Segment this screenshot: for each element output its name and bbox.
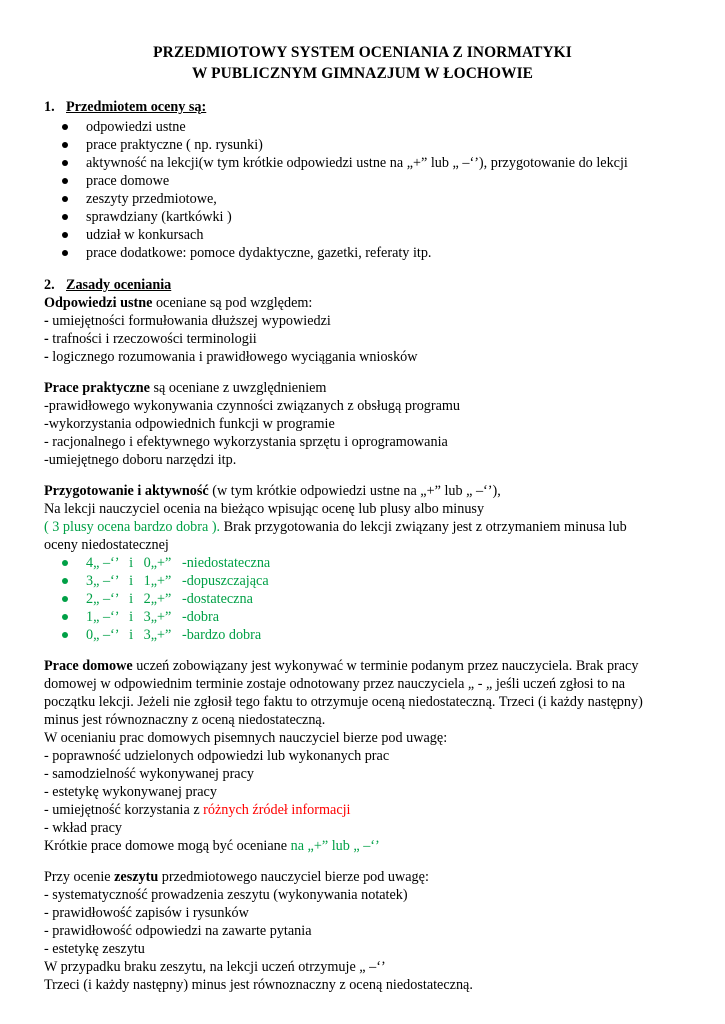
notebook-criterion: - estetykę zeszytu xyxy=(44,941,145,957)
bullet-icon xyxy=(62,178,68,184)
activity-text: Na lekcji nauczyciel ocenia na bieżąco wpisując ocenę lub plusy albo minusy xyxy=(44,501,485,517)
practical-criterion: - racjonalnego i efektywnego wykorzystania sprzętu i oprogramowania xyxy=(44,434,448,450)
practical-criterion: -umiejętnego doboru narzędzi itp. xyxy=(44,452,237,468)
document-title-line-1: PRZEDMIOTOWY SYSTEM OCENIANIA Z INORMATYKI xyxy=(153,44,572,61)
bullet-icon xyxy=(62,160,68,166)
oral-intro: Odpowiedzi ustne oceniane są pod względem: xyxy=(44,295,313,311)
notebook-text: W przypadku braku zeszytu, na lekcji uczeń otrzymuje „ –‘’ xyxy=(44,959,386,975)
bullet-icon xyxy=(62,214,68,220)
homework-text: domowej w odpowiednim terminie zostaje odnotowany przez nauczyciela „ - „ jeśli uczeń zgłosi to na xyxy=(44,676,626,692)
section-2-title: Zasady oceniania xyxy=(66,277,172,293)
homework-text: początku lekcji. Jeżeli nie zgłosił tego faktu to otrzymuje oceną niedostateczną. Trzeci (i każdy następny) xyxy=(44,694,643,710)
bullet-icon xyxy=(62,596,68,602)
homework-criterion: - poprawność udzielonych odpowiedzi lub wykonanych prac xyxy=(44,748,390,764)
homework-short: Krótkie prace domowe mogą być oceniane na „+” lub „ –‘’ xyxy=(44,838,380,854)
notebook-intro: Przy ocenie zeszytu przedmiotowego nauczyciel bierze pod uwagę: xyxy=(44,869,429,885)
homework-intro: Prace domowe uczeń zobowiązany jest wykonywać w terminie podanym przez nauczyciela. Brak pracy xyxy=(44,658,639,674)
bullet-icon xyxy=(62,632,68,638)
section-2-number: 2. xyxy=(44,277,55,293)
homework-criterion: - samodzielność wykonywanej pracy xyxy=(44,766,254,782)
bullet-icon xyxy=(62,142,68,148)
activity-intro: Przygotowanie i aktywność (w tym krótkie odpowiedzi ustne na „+” lub „ –‘’), xyxy=(44,483,501,499)
oral-criterion: - umiejętności formułowania dłuższej wypowiedzi xyxy=(44,313,331,329)
bullet-icon xyxy=(62,232,68,238)
section-2-heading xyxy=(44,276,171,294)
activity-text: ( 3 plusy ocena bardzo dobra ). Brak przygotowania do lekcji związany jest z otrzymaniem minusa lub xyxy=(44,519,627,535)
bullet-icon xyxy=(62,614,68,620)
practical-criterion: -wykorzystania odpowiednich funkcji w programie xyxy=(44,416,335,432)
homework-text: minus jest równoznaczny z oceną niedostateczną. xyxy=(44,712,326,728)
section-1-number: 1. xyxy=(44,99,55,115)
bullet-icon xyxy=(62,578,68,584)
bullet-icon xyxy=(62,250,68,256)
oral-criterion: - logicznego rozumowania i prawidłowego wyciągania wniosków xyxy=(44,349,418,365)
oral-criterion: - trafności i rzeczowości terminologii xyxy=(44,331,257,347)
practical-intro: Prace praktyczne są oceniane z uwzględnieniem xyxy=(44,380,327,396)
homework-criterion: - estetykę wykonywanej pracy xyxy=(44,784,217,800)
notebook-text: Trzeci (i każdy następny) minus jest równoznaczny z oceną niedostateczną. xyxy=(44,977,473,993)
document-page: PRZEDMIOTOWY SYSTEM OCENIANIA Z INORMATYKI W PUBLICZNYM GIMNAZJUM W ŁOCHOWIE 1. Przedmiotem oceny są: odpowiedzi ustne prace praktyczne ( np. rysunki) aktywność na lekcji(w tym krótkie odpowiedzi ustne na „+” lub „ –‘’), przygotowanie do lekcji prace domowe zeszyty przedmiotowe, sprawdziany (kartkówki ) udział w konkursach prace dodatkowe: pomoce dydaktyczne, gazetki, referaty itp. 2. Zasady oceniania Odpowiedzi ustne oceniane są pod względem: - umiejętności formułowania dłuższej wypowiedzi - trafności i rzeczowości terminologii - logicznego rozumowania i prawidłowego wyciągania wniosków Prace praktyczne są oceniane z uwzględnieniem -prawidłowego wykonywania czynności związanych z obsługą programu -wykorzystania odpowiednich funkcji w programie - racjonalnego i efektywnego wykorzystania sprzętu i oprogramowania -umiejętnego doboru narzędzi itp. Przygotowanie i aktywność (w tym krótkie odpowiedzi ustne na „+” lub „ –‘’), Na lekcji nauczyciel ocenia na bieżąco wpisując ocenę lub plusy albo minusy ( 3 plusy ocena bardzo dobra ). Brak przygotowania do lekcji związany jest z otrzymaniem minusa lub oceny niedostatecznej 4„ –‘’ i 0„+” -niedostateczna 3„ –‘’ i 1„+” -dopuszczająca 2„ –‘’ i 2„+” -dostateczna 1„ –‘’ i 3„+” -dobra 0„ –‘’ i 3„+” -bardzo dobra Prace domowe uczeń zobowiązany jest wykonywać w terminie podanym przez nauczyciela. Brak pracy domowej w odpowiednim terminie zostaje odnotowany przez nauczyciela „ - „ jeśli uczeń zgłosi to na początku lekcji. Jeżeli nie zgłosił tego faktu to otrzymuje oceną niedostateczną. Trzeci (i każdy następny) minus jest równoznaczny z oceną niedostateczną. W ocenianiu prac domowych pisemnych nauczyciel bierze pod uwagę: - poprawność udzielonych odpowiedzi lub wykonanych prac - samodzielność wykonywanej pracy - estetykę wykonywanej pracy - umiejętność korzystania z różnych źródeł informacji - wkład pracy Krótkie prace domowe mogą być oceniane na „+” lub „ –‘’ Przy ocenie zeszytu przedmiotowego nauczyciel bierze pod uwagę: - systematyczność prowadzenia zeszytu (wykonywania notatek) - prawidłowość zapisów i rysunków - prawidłowość odpowiedzi na zawarte pytania - estetykę zeszytu W przypadku braku zeszytu, na lekcji uczeń otrzymuje „ –‘’ Trzeci (i każdy następny) minus jest równoznaczny z oceną niedostateczną. xyxy=(0,0,725,1024)
homework-criterion: - umiejętność korzystania z różnych źródeł informacji xyxy=(44,802,351,818)
bullet-icon xyxy=(62,560,68,566)
document-title-line-2: W PUBLICZNYM GIMNAZJUM W ŁOCHOWIE xyxy=(191,65,534,82)
bullet-icon xyxy=(62,196,68,202)
activity-text: oceny niedostatecznej xyxy=(44,537,169,553)
notebook-criterion: - prawidłowość odpowiedzi na zawarte pytania xyxy=(44,923,312,939)
bullet-icon xyxy=(62,124,68,130)
notebook-criterion: - prawidłowość zapisów i rysunków xyxy=(44,905,249,921)
section-1-title: Przedmiotem oceny są: xyxy=(66,99,207,115)
homework-text: W ocenianiu prac domowych pisemnych nauczyciel bierze pod uwagę: xyxy=(44,730,448,746)
notebook-criterion: - systematyczność prowadzenia zeszytu (wykonywania notatek) xyxy=(44,887,408,903)
practical-criterion: -prawidłowego wykonywania czynności związanych z obsługą programu xyxy=(44,398,461,414)
homework-criterion: - wkład pracy xyxy=(44,820,122,836)
section-1-heading xyxy=(44,98,206,116)
